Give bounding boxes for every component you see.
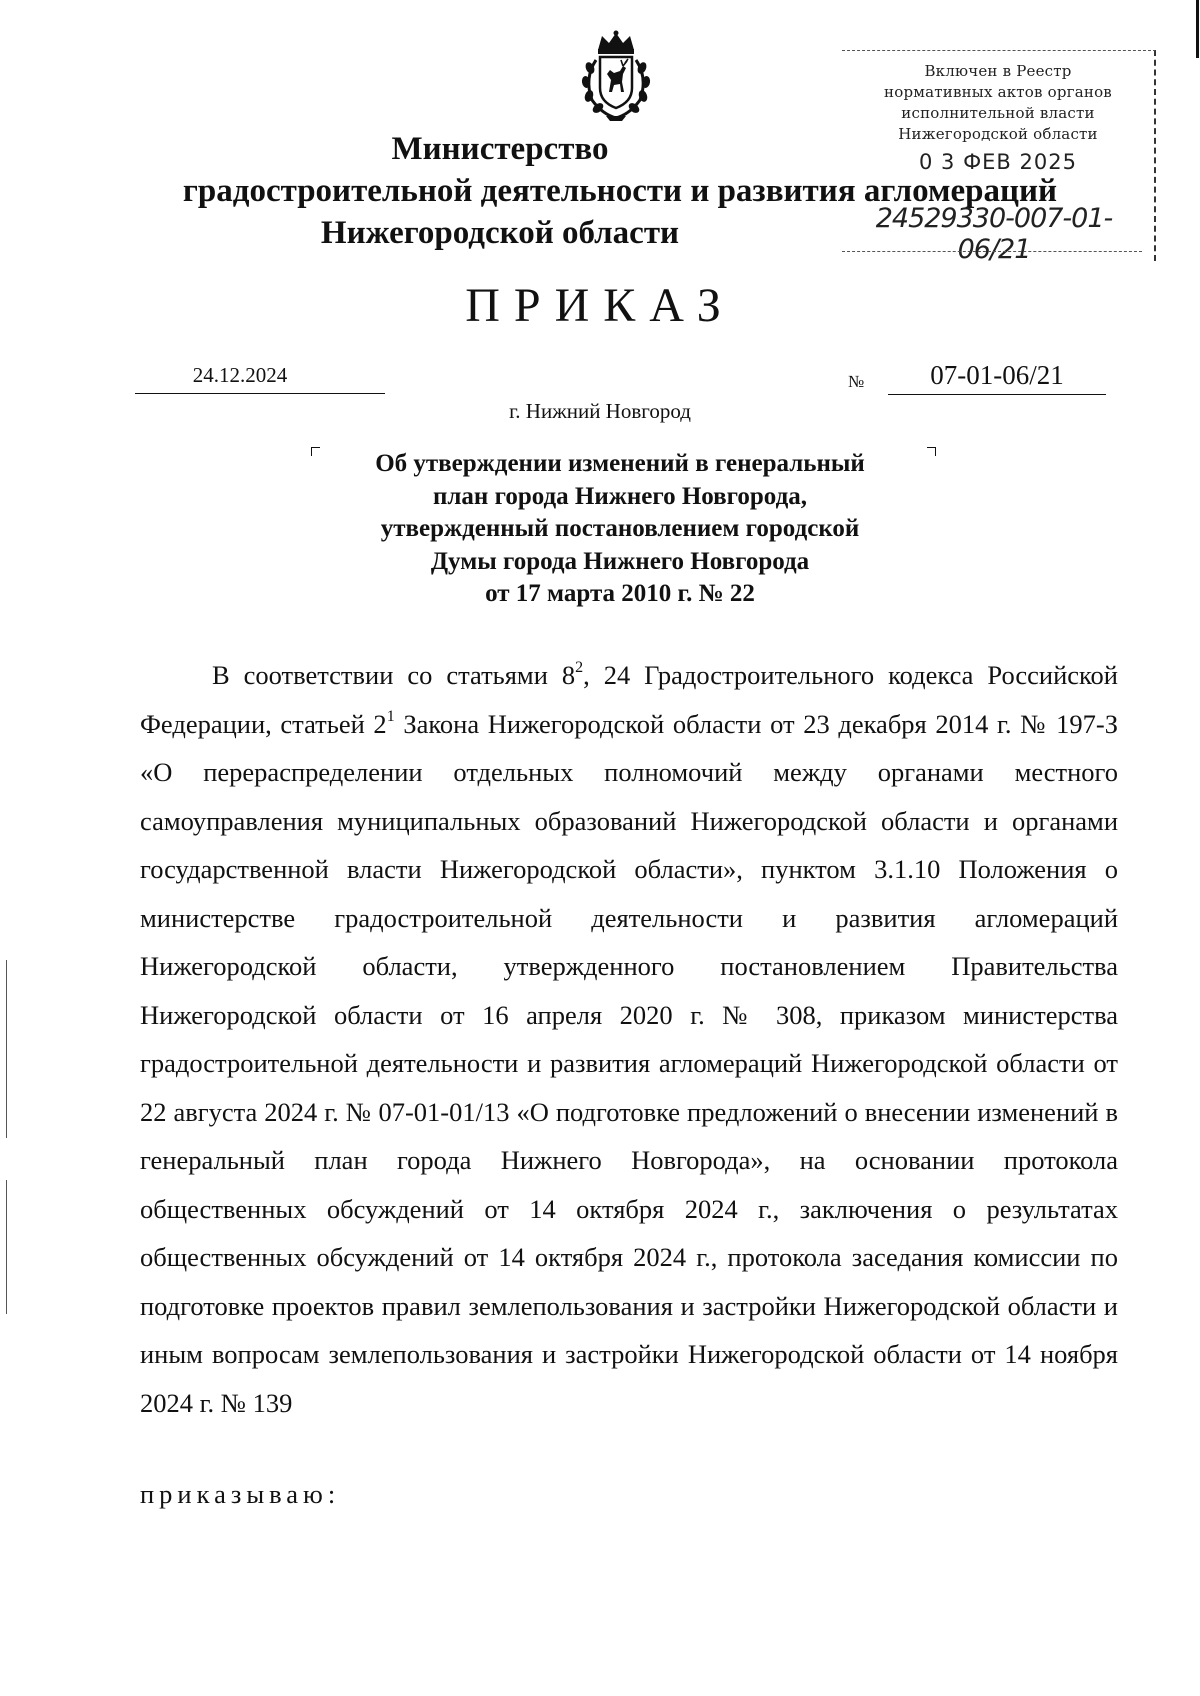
scan-edge-line — [6, 1180, 7, 1314]
body-superscript-2: 1 — [386, 707, 395, 725]
document-body — [140, 651, 1118, 1427]
stamp-line-2: нормативных актов органов — [884, 83, 1112, 101]
subject-line-1: Об утверждении изменений в генеральный — [375, 450, 865, 477]
subject-line-2: план города Нижнего Новгорода, — [433, 482, 807, 510]
body-text-part-3: Закона Нижегородской области от 23 декабря 2014 г. № 197-З «О перераспределении отдельных полномочий между органами местного самоуправления муниципальных образований Нижегородской области и органами государственной власти Нижегородской области», пунктом 3.1.10 Положения о министерстве градостроительной деятельности и развития агломераций Нижегородской области, утвержденного постановлением Правительства Нижегородской области от 16 апреля 2020 г. № 308, приказом министерства градостроительной деятельности и развития агломераций Нижегородской области от 22 августа 2024 г. № 07-01-01/13 «О подготовке предложений о внесении изменений в генеральный план города Нижнего Новгорода», на основании протокола общественных обсуждений от 14 октября 2024 г., заключения о результатах общественных обсуждений от 14 октября 2024 г., протокола заседания комиссии по подготовке проектов правил землепользования и застройки Нижегородской области и иным вопросам землепользования и застройки Нижегородской области от 14 ноября 2024 г. № 139 — [140, 708, 1118, 1418]
body-text-part-2: , 24 Градостроительного кодекса Российской Федерации, статьей 2 — [140, 660, 1118, 739]
document-city: г. Нижний Новгород — [509, 399, 691, 423]
stamp-date: 0 3 ФЕВ 2025 — [919, 150, 1077, 174]
ministry-name-line-3: Нижегородской области — [320, 215, 680, 251]
document-date: 24.12.2024 — [135, 360, 385, 394]
scan-edge-line — [6, 960, 7, 1138]
body-superscript-1: 2 — [575, 659, 584, 676]
ministry-name-line-1: Министерство — [391, 131, 609, 167]
body-text-part-1: В соответствии со статьями 8 — [212, 660, 576, 690]
document-subject — [300, 448, 940, 611]
nizhny-novgorod-coat-of-arms-icon — [576, 30, 656, 122]
ministry-name-line-2: градостроительной деятельности и развития агломераций — [182, 173, 1058, 209]
stamp-registration-number: 24529330-007-01-06/21 — [875, 203, 1113, 265]
subject-line-4: Думы города Нижнего Новгорода — [430, 547, 810, 575]
registry-stamp — [842, 50, 1156, 265]
subject-line-5: от 17 марта 2010 г. № 22 — [485, 580, 755, 607]
number-sign: № — [848, 372, 865, 391]
stamp-line-3: исполнительной власти — [901, 104, 1095, 122]
document-type-title: ПРИКАЗ — [465, 279, 735, 332]
order-word: приказываю: — [140, 1479, 341, 1509]
stamp-line-1: Включен в Реестр — [924, 62, 1072, 80]
document-number: 07-01-06/21 — [888, 358, 1106, 395]
body-paragraph — [140, 651, 1118, 1427]
stamp-line-4: Нижегородской области — [898, 125, 1098, 143]
scan-edge-line — [1196, 0, 1199, 58]
subject-line-3: утвержденный постановлением городской — [380, 515, 860, 542]
stamp-divider — [842, 251, 1142, 252]
